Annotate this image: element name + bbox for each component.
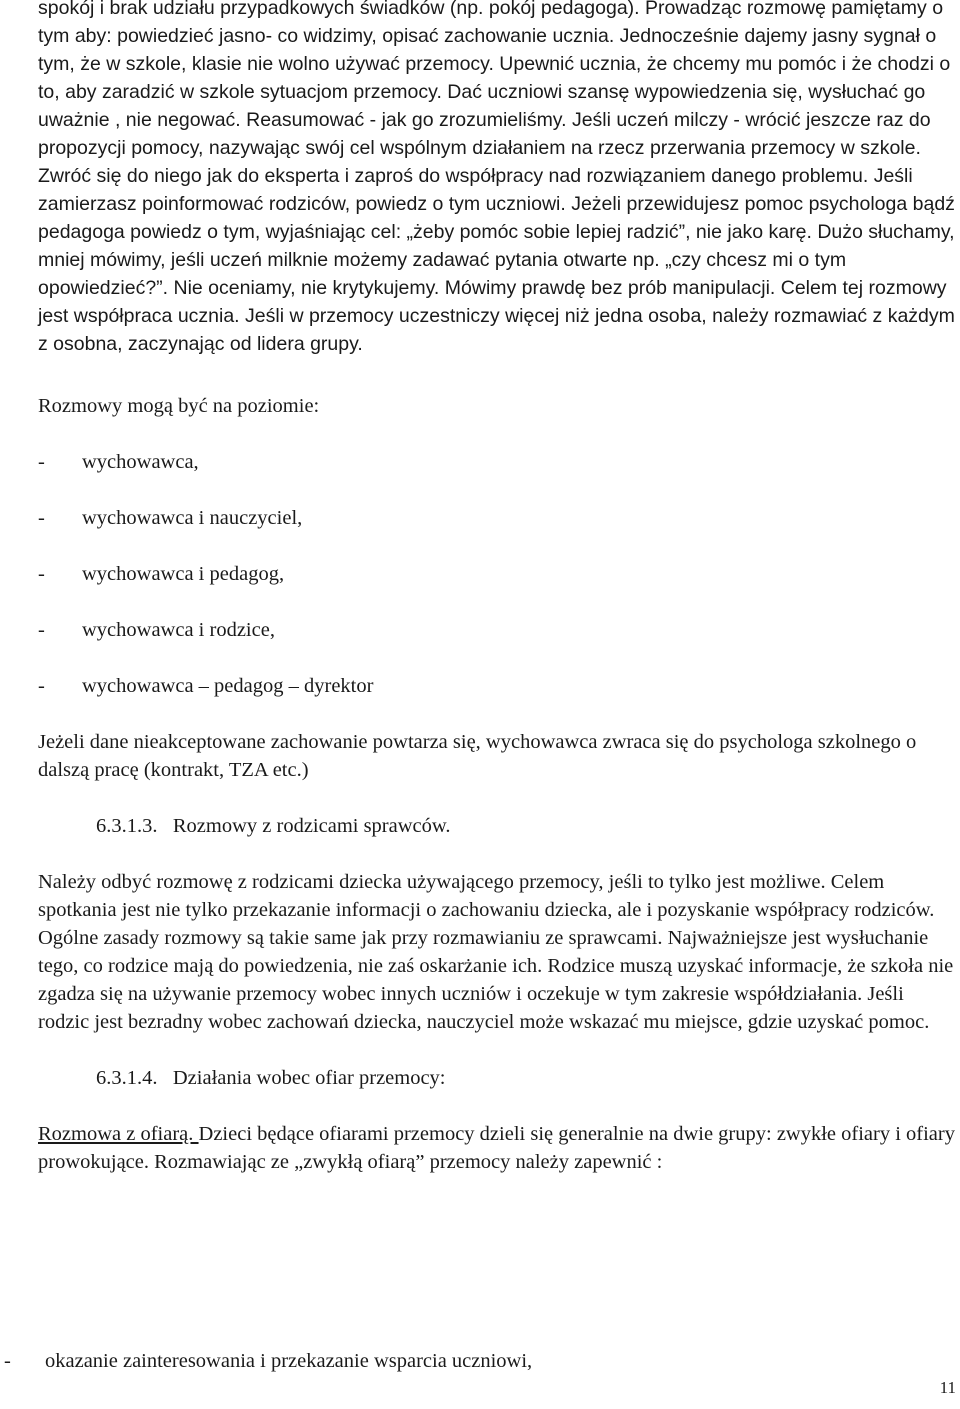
list-item-text: wychowawca – pedagog – dyrektor [82, 675, 374, 697]
paragraph-serif-part: Jeżeli przewidujesz pomoc psychologa bądź pedagoga powiedz o tym, wyjaśniając cel: „żeby pomóc sobie lepiej radzić”, nie jako karę. Dużo słuchamy, mniej mówimy, jeśli uczeń milknie możemy zadawać pytania otwarte np. „czy chcesz mi o tym opowiedzieć?”. Nie oceniamy, nie krytykujemy. Mówimy prawdę bez prób manipulacji. Celem tej rozmowy jest współpraca ucznia. Jeśli w przemocy uczestniczy więcej niż jedna osoba, należy rozmawiać z każdym z osobna, zaczynając od lidera grupy. [38, 193, 955, 355]
paragraph-repeated-behavior: Jeżeli dane nieakceptowane zachowanie powtarza się, wychowawca zwraca się do psychologa szkolnego o dalszą pracę (kontrakt, TZA etc.) [38, 731, 917, 781]
paragraph-victim-interview [38, 1120, 960, 1176]
list-dash: - [4, 1350, 11, 1372]
section-number: 6.3.1.4. [96, 1067, 158, 1089]
list-dash: - [38, 563, 45, 585]
list-item [38, 616, 960, 644]
paragraph-parents-meeting: Należy odbyć rozmowę z rodzicami dziecka używającego przemocy, jeśli to tylko jest możliwe. Celem spotkania jest nie tylko przekazanie informacji o zachowaniu dziecka, ale i pozyskanie współpracy rodziców. Ogólne zasady rozmowy są takie same jak przy rozmawianiu ze sprawcami. Najważniejsze jest wysłuchanie tego, co rodzice mają do powiedzenia, nie zaś oskarżanie ich. Rodzice muszą uzyskać informacje, że szkoła nie zgadza się na używanie przemocy wobec innych uczniów i oczekuje w tym zakresie współdziałania. Jeśli rodzic jest bezradny wobec zachowań dziecka, nauczyciel może wskazać mu miejsce, gdzie uzyskać pomoc. [38, 871, 954, 1033]
list-item [38, 560, 960, 588]
levels-intro: Rozmowy mogą być na poziomie: [38, 395, 320, 417]
list-dash: - [38, 619, 45, 641]
list-item-last [4, 1347, 532, 1375]
underlined-lead: Rozmowa z ofiarą. [38, 1123, 199, 1145]
list-item-text: wychowawca i pedagog, [82, 563, 285, 585]
list-dash: - [38, 507, 45, 529]
list-item [38, 448, 960, 476]
list-item [38, 672, 960, 700]
list-item-text: okazanie zainteresowania i przekazanie wsparcia uczniowi, [45, 1350, 533, 1372]
list-dash: - [38, 451, 45, 473]
section-heading-victims [38, 1064, 960, 1092]
section-title: Działania wobec ofiar przemocy: [172, 1067, 446, 1089]
section-number: 6.3.1.3. [96, 815, 158, 837]
levels-list [38, 448, 960, 700]
section-title: Rozmowy z rodzicami sprawców. [172, 815, 451, 837]
paragraph-sans-part: spokój i brak udziału przypadkowych świadków (np. pokój pedagoga). Prowadząc rozmowę pamiętamy o tym aby: powiedzieć jasno- co widzimy, opisać zachowanie ucznia. Jednocześnie dajemy jasny sygnał o tym, że w szkole, klasie nie wolno używać przemocy. Upewnić ucznia, że chcemy mu pomóc i że chodzi o to, aby zaradzić w szkole sytuacjom przemocy. Dać uczniowi szansę wypowiedzenia się, wysłuchać go uważnie , nie negować. Reasumować - jak go zrozumieliśmy. Jeśli uczeń milczy - wrócić jeszcze raz do propozycji pomocy, nazywając swój cel wspólnym działaniem na rzecz przerwania przemocy w szkole. Zwróć się do niego jak do eksperta i zaproś do współpracy nad rozwiązaniem danego problemu. Jeśli zamierzasz poinformować rodziców, powiedz o tym uczniowi. [38, 0, 951, 215]
list-item [38, 504, 960, 532]
list-item-text: wychowawca i nauczyciel, [82, 507, 303, 529]
list-dash: - [38, 675, 45, 697]
list-item-text: wychowawca i rodzice, [82, 619, 275, 641]
paragraph-interview-guidelines [38, 0, 960, 358]
document-page [38, 0, 960, 1176]
list-item-text: wychowawca, [82, 451, 199, 473]
page-number: 11 [939, 1378, 956, 1397]
paragraph-text: Dzieci będące ofiarami przemocy dzieli się generalnie na dwie grupy: zwykłe ofiary i ofiary prowokujące. Rozmawiając ze „zwykłą ofiarą” przemocy należy zapewnić : [38, 1123, 955, 1173]
section-heading-parents [38, 812, 960, 840]
